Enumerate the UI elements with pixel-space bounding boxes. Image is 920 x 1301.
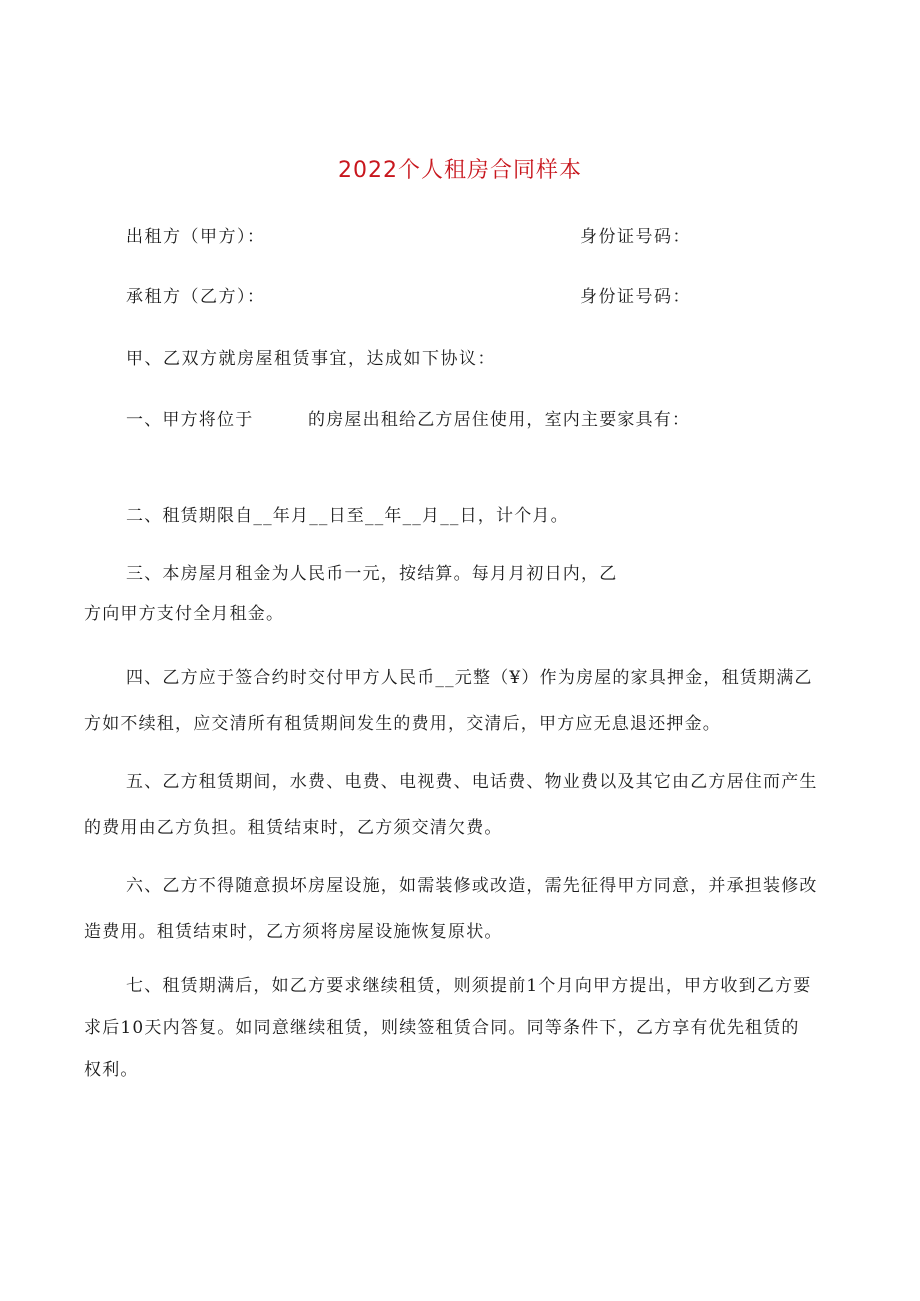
- clause-line: 造费用。租赁结束时，乙方须将房屋设施恢复原状。: [84, 922, 503, 942]
- clause-line: 七、租赁期满后，如乙方要求继续租赁，则须提前1个月向甲方提出，甲方收到乙方要: [126, 976, 812, 996]
- lessor-label: 出租方（甲方）：: [126, 227, 266, 247]
- clause-line: 六、乙方不得随意损坏房屋设施，如需装修或改造，需先征得甲方同意，并承担装修改: [126, 876, 818, 896]
- clause-2: [84, 490, 824, 542]
- clause-6: [84, 860, 824, 958]
- clause-1: [84, 394, 824, 446]
- clause-line: 方向甲方支付全月租金。: [84, 604, 285, 624]
- clause-line: 权利。: [84, 1060, 139, 1080]
- clause-line: 二、租赁期限自__年月__日至__年__月__日，计个月。: [126, 506, 569, 526]
- intro-text: 甲、乙双方就房屋租赁事宜，达成如下协议：: [126, 349, 496, 369]
- clause-5: [84, 756, 824, 854]
- clause-line: 求后10天内答复。如同意继续租赁，则续签租赁合同。同等条件下，乙方享有优先租赁的: [84, 1018, 800, 1038]
- lessee-label: 承租方（乙方）：: [126, 287, 266, 307]
- document-title: 2022个人租房合同样本: [338, 158, 582, 183]
- clause-line: 方如不续租，应交清所有租赁期间发生的费用，交清后，甲方应无息退还押金。: [84, 714, 721, 734]
- clause-line: 一、甲方将位于 的房屋出租给乙方居住使用，室内主要家具有：: [126, 410, 691, 430]
- lessor-id-label: 身份证号码：: [580, 227, 691, 247]
- clause-line: 五、乙方租赁期间，水费、电费、电视费、电话费、物业费以及其它由乙方居住而产生: [126, 772, 818, 792]
- clause-4: [84, 652, 824, 750]
- clause-line: 三、本房屋月租金为人民币一元，按结算。每月月初日内，乙: [126, 564, 618, 584]
- lessee-id-label: 身份证号码：: [580, 287, 691, 307]
- clause-line: 的费用由乙方负担。租赁结束时，乙方须交清欠费。: [84, 818, 503, 838]
- clause-3: [84, 548, 824, 640]
- clause-line: 四、乙方应于签合约时交付甲方人民币__元整（¥）作为房屋的家具押金，租赁期满乙: [126, 668, 813, 688]
- clause-7: [84, 960, 824, 1096]
